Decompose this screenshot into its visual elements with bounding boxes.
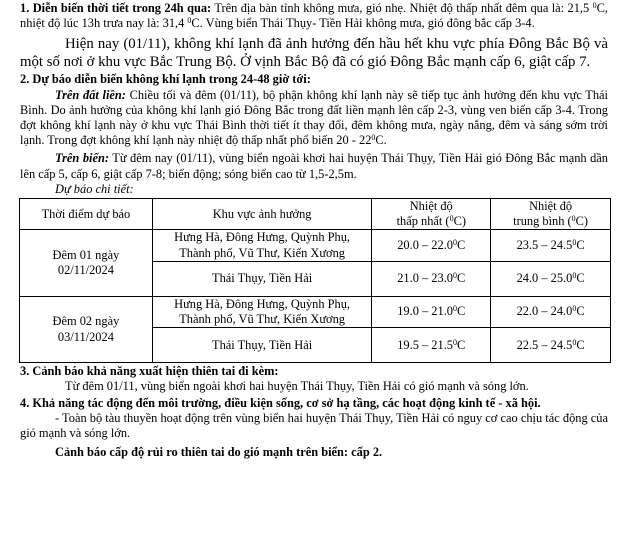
- time-cell: Đêm 02 ngày 03/11/2024: [20, 296, 153, 362]
- time-cell: Đêm 01 ngày 02/11/2024: [20, 230, 153, 296]
- sea-forecast-paragraph: [20, 151, 608, 181]
- section-1-body-mid: C, nhiệt độ lúc 13h trưa nay là: 31,4: [20, 1, 608, 31]
- degree-mark: 0: [453, 271, 457, 281]
- section-1-body-pre: Trên địa bàn tỉnh không mưa, gió nhẹ. Nhiệt độ thấp nhất đêm qua là: 21,5: [211, 1, 593, 15]
- table-row: [20, 296, 611, 327]
- degree-mark: 0: [571, 214, 576, 224]
- land-label: Trên đất liền:: [55, 87, 126, 102]
- degree-mark: 0: [572, 304, 577, 314]
- degree-mark: 0: [572, 271, 577, 281]
- header-area: Khu vực ảnh hưởng: [152, 199, 372, 230]
- section-1-heading: 1. Diễn biến thời tiết trong 24h qua:: [20, 1, 212, 15]
- table-row: [20, 230, 611, 261]
- avg-temp-cell: 24.0 – 25.0$^0$C: [491, 261, 611, 296]
- forecast-table: [19, 198, 611, 363]
- table-header-row: [20, 199, 611, 230]
- avg-temp-cell: 23.5 – 24.5$^0$C: [491, 230, 611, 261]
- degree-mark: 0: [453, 238, 457, 248]
- degree-mark: 0: [453, 304, 457, 314]
- degree-mark: 0: [453, 337, 457, 347]
- land-forecast-text: Chiều tối và đêm (01/11), bộ phận không khí lạnh này sẽ tiếp tục ảnh hưởng đến khu vực Thái Bình. Do ảnh hưởng của không khí lạnh gió Đông Bắc trong đất liền mạnh lên cấp 2-3, vùng ven biển cấp 3-4. Trong đợt không khí lạnh này ở khu vực Thái Bình thời tiết ít thay đổi, đêm không mưa, ngày nắng, đêm và sáng sớm trời lạnh. Trong đợt không khí lạnh này nhiệt độ thấp nhất phổ biến 20 - 22: [20, 87, 608, 148]
- land-forecast-paragraph: [20, 88, 608, 149]
- area-cell: Thái Thụy, Tiền Hải: [152, 261, 372, 296]
- section-1-body-post: C. Vùng biển Thái Thụy- Tiền Hải không mưa, gió đông bắc cấp 3-4.: [191, 16, 535, 31]
- section-2-heading: 2. Dự báo diễn biến không khí lạnh trong 24-48 giờ tới:: [20, 72, 311, 87]
- risk-level-warning: Cảnh báo cấp độ rủi ro thiên tai do gió mạnh trên biển: cấp 2.: [55, 445, 383, 460]
- degree-mark: 0: [592, 1, 597, 10]
- degree-mark: 0: [572, 238, 577, 248]
- sea-label: Trên biển:: [55, 151, 109, 166]
- area-cell: Thái Thụy, Tiền Hải: [152, 328, 372, 363]
- land-forecast-unit: C.: [375, 133, 387, 148]
- min-temp-cell: 19.0 – 21.0$^0$C: [372, 296, 491, 327]
- degree-mark: 0: [371, 133, 376, 143]
- degree-mark: 0: [572, 337, 577, 347]
- header-avg-temp: Nhiệt độ trung bình ($^0$C): [491, 199, 611, 230]
- section-1-cold-air-paragraph: Hiện nay (01/11), không khí lạnh đã ảnh hưởng đến hầu hết khu vực phía Đông Bắc Bộ và một số nơi ở khu vực Bắc Trung Bộ. Ở vịnh Bắc Bộ đã có gió Đông Bắc mạnh cấp 6, giật cấp 7.: [20, 36, 608, 71]
- avg-temp-cell: 22.0 – 24.0$^0$C: [491, 296, 611, 327]
- min-temp-cell: 21.0 – 23.0$^0$C: [372, 261, 491, 296]
- section-4-heading: 4. Khả năng tác động đến môi trường, điều kiện sống, cơ sở hạ tầng, các hoạt động kinh tế - xã hội.: [20, 395, 541, 410]
- section-1-paragraph: [20, 1, 608, 31]
- header-min-temp: Nhiệt độ thấp nhất ($^0$C): [372, 199, 491, 230]
- section-3-text: Từ đêm 01/11, vùng biển ngoài khơi hai huyện Thái Thụy, Tiền Hải có gió mạnh và sóng lớn.: [65, 379, 529, 394]
- header-time: Thời điểm dự báo: [20, 199, 153, 230]
- area-cell: Hưng Hà, Đông Hưng, Quỳnh Phụ, Thành phố, Vũ Thư, Kiến Xương: [152, 230, 372, 261]
- section-4-text: - Toàn bộ tàu thuyền hoạt động trên vùng biển hai huyện Thái Thụy, Tiền Hải có nguy cơ cao chịu tác động của gió mạnh và sóng lớn.: [20, 410, 608, 441]
- avg-temp-cell: 22.5 – 24.5$^0$C: [491, 328, 611, 363]
- detail-forecast-label: Dự báo chi tiết:: [55, 181, 134, 196]
- area-cell: Hưng Hà, Đông Hưng, Quỳnh Phụ, Thành phố, Vũ Thư, Kiến Xương: [152, 296, 372, 327]
- min-temp-cell: 20.0 – 22.0$^0$C: [372, 230, 491, 261]
- min-temp-cell: 19.5 – 21.5$^0$C: [372, 328, 491, 363]
- section-3-heading: 3. Cảnh báo khả năng xuất hiện thiên tai đi kèm:: [20, 364, 279, 379]
- degree-mark: 0: [449, 214, 454, 224]
- degree-mark: 0: [187, 16, 192, 26]
- sea-forecast-text: Từ đêm nay (01/11), vùng biển ngoài khơi hai huyện Thái Thụy, Tiền Hải gió Đông Bắc mạnh dần lên cấp 5, cấp 6, giật cấp 7-8; biển động; sóng biển cao từ 1,5-2,5m.: [20, 151, 609, 181]
